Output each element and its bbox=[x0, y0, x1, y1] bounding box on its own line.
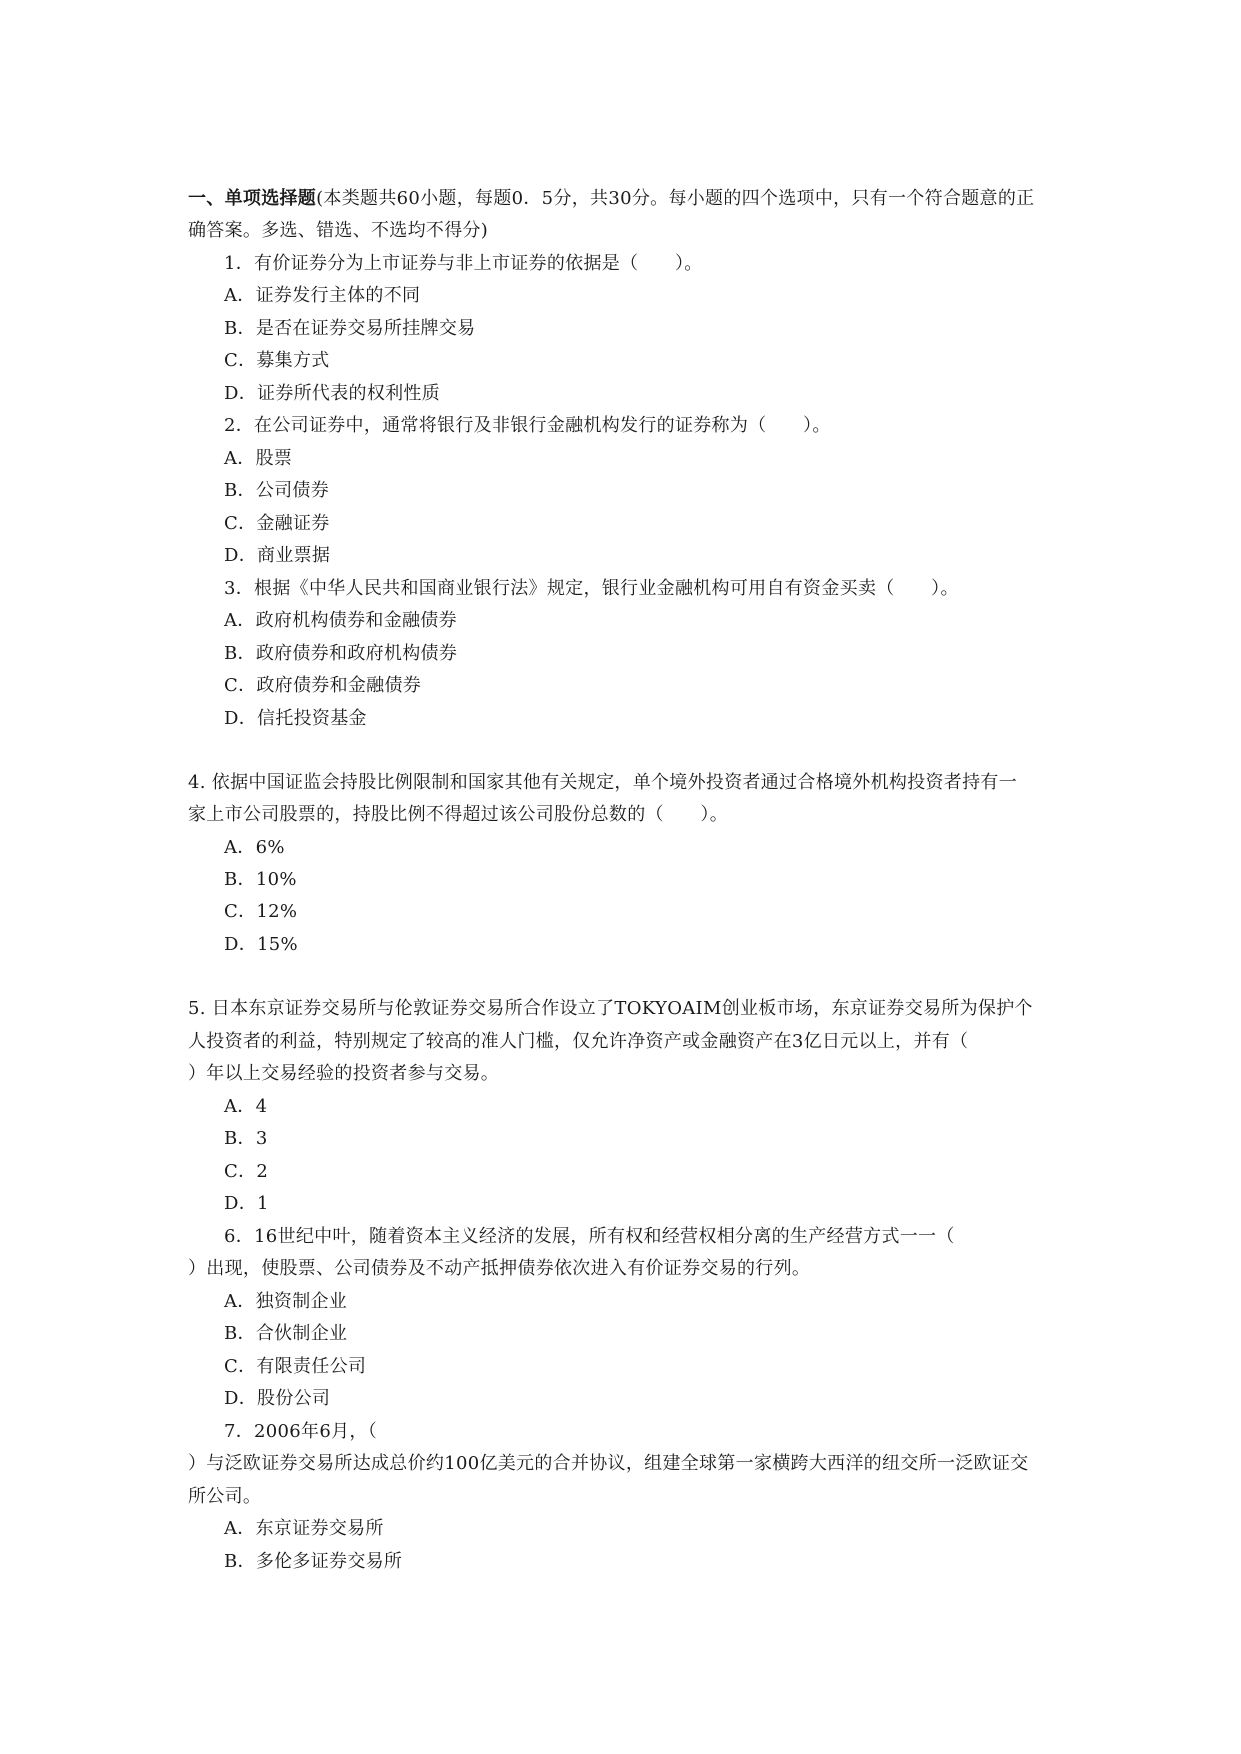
question-1-option-b: B．是否在证券交易所挂牌交易 bbox=[224, 318, 476, 339]
question-7-text-line2: ）与泛欧证券交易所达成总价约100亿美元的合并协议，组建全球第一家横跨大西洋的纽交所一泛欧证交 bbox=[188, 1453, 1029, 1474]
question-7-option-a: A．东京证券交易所 bbox=[224, 1518, 384, 1539]
question-4-option-a: A．6% bbox=[224, 837, 285, 858]
question-2-option-d: D．商业票据 bbox=[224, 545, 331, 566]
question-3-option-b: B．政府债券和政府机构债券 bbox=[224, 643, 458, 664]
question-4-option-c: C．12% bbox=[224, 901, 298, 922]
question-1-text: 1．有价证券分为上市证券与非上市证券的依据是（ ）。 bbox=[224, 253, 703, 274]
question-4-option-d: D．15% bbox=[224, 934, 298, 955]
section-heading-line2: 确答案。多选、错选、不选均不得分) bbox=[188, 220, 489, 241]
question-3-option-d: D．信托投资基金 bbox=[224, 708, 367, 729]
question-5-text-line3: ）年以上交易经验的投资者参与交易。 bbox=[188, 1063, 500, 1084]
question-2-option-b: B．公司债券 bbox=[224, 480, 330, 501]
question-4-option-b: B．10% bbox=[224, 869, 297, 890]
question-5-option-a: A．4 bbox=[224, 1096, 268, 1117]
question-4-text-line1: 4. 依据中国证监会持股比例限制和国家其他有关规定，单个境外投资者通过合格境外机构投资者持有一 bbox=[188, 772, 1017, 793]
question-5-option-d: D．1 bbox=[224, 1193, 269, 1214]
question-6-text-line1: 6．16世纪中叶，随着资本主义经济的发展，所有权和经营权相分离的生产经营方式一一（ bbox=[224, 1226, 955, 1247]
question-3-text: 3．根据《中华人民共和国商业银行法》规定，银行业金融机构可用自有资金买卖（ ）。 bbox=[224, 578, 959, 599]
question-2-option-a: A．股票 bbox=[224, 448, 293, 469]
question-3-option-a: A．政府机构债券和金融债券 bbox=[224, 610, 457, 631]
question-6-option-b: B．合伙制企业 bbox=[224, 1323, 348, 1344]
question-5-text-line2: 人投资者的利益，特别规定了较高的准人门槛，仅允许净资产或金融资产在3亿日元以上，并有（ bbox=[188, 1031, 969, 1052]
question-5-option-b: B．3 bbox=[224, 1128, 268, 1149]
question-5-option-c: C．2 bbox=[224, 1161, 269, 1182]
question-7-text-line3: 所公司。 bbox=[188, 1486, 262, 1507]
section-heading-bold: 一、单项选择题 bbox=[188, 188, 317, 209]
question-1-option-d: D．证券所代表的权利性质 bbox=[224, 383, 441, 404]
question-1-option-c: C．募集方式 bbox=[224, 350, 330, 371]
section-heading bbox=[188, 187, 1034, 211]
question-7-text-line1: 7．2006年6月，（ bbox=[224, 1421, 378, 1442]
question-5-text-line1: 5. 日本东京证券交易所与伦敦证券交易所合作设立了TOKYOAIM创业板市场，东京证券交易所为保护个 bbox=[188, 998, 1033, 1019]
question-4-text-line2: 家上市公司股票的，持股比例不得超过该公司股份总数的（ ）。 bbox=[188, 804, 728, 825]
question-2-option-c: C．金融证券 bbox=[224, 513, 330, 534]
section-heading-rest: (本类题共60小题，每题0．5分，共30分。每小题的四个选项中，只有一个符合题意的正 bbox=[316, 188, 1035, 209]
question-6-option-c: C．有限责任公司 bbox=[224, 1356, 367, 1377]
question-3-option-c: C．政府债券和金融债券 bbox=[224, 675, 422, 696]
question-1-option-a: A．证券发行主体的不同 bbox=[224, 285, 421, 306]
question-6-option-a: A．独资制企业 bbox=[224, 1291, 348, 1312]
question-6-text-line2: ）出现，使股票、公司债券及不动产抵押债券依次进入有价证券交易的行列。 bbox=[188, 1258, 811, 1279]
question-7-option-b: B．多伦多证券交易所 bbox=[224, 1551, 403, 1572]
question-6-option-d: D．股份公司 bbox=[224, 1388, 331, 1409]
question-2-text: 2．在公司证券中，通常将银行及非银行金融机构发行的证券称为（ ）。 bbox=[224, 415, 831, 436]
